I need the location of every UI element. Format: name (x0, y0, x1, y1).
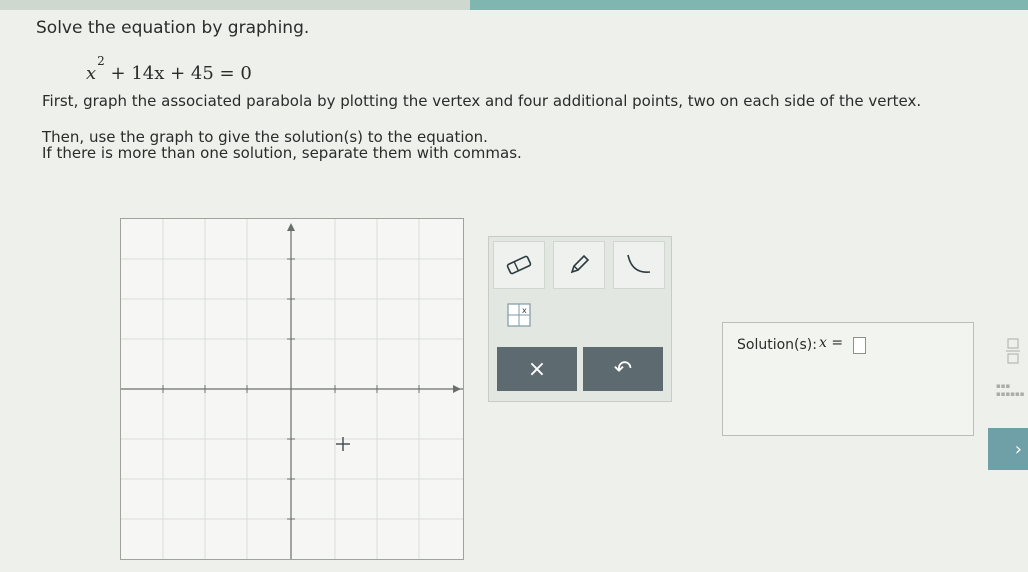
graph-area[interactable] (120, 218, 464, 560)
parabola-tool-button[interactable] (613, 241, 665, 289)
function-table-icon (506, 302, 532, 328)
equation-exponent: 2 (97, 54, 105, 68)
x-axis-arrow (453, 385, 461, 393)
eraser-icon (505, 255, 533, 275)
side-faded-text: ▪▪▪ ▪▪▪▪▪▪ (996, 382, 1025, 398)
solution-label: Solution(s): (737, 337, 817, 353)
clear-button[interactable]: × (497, 347, 577, 391)
pencil-icon (567, 253, 591, 277)
eraser-tool-button[interactable] (493, 241, 545, 289)
instruction-line-3: If there is more than one solution, separate them with commas. (42, 144, 522, 162)
question-panel (0, 10, 1028, 572)
y-axis-arrow (287, 223, 295, 231)
pencil-tool-button[interactable] (553, 241, 605, 289)
function-tool-button[interactable] (493, 291, 545, 339)
next-tab-button[interactable]: › (988, 428, 1028, 470)
question-title: Solve the equation by graphing. (36, 18, 310, 38)
fraction-icon[interactable] (1006, 338, 1020, 364)
instruction-line-1: First, graph the associated parabola by plotting the vertex and four additional points, two on each side of the vertex. (42, 92, 922, 110)
equation (86, 54, 252, 84)
parabola-tool-icon (624, 252, 654, 278)
graph-tool-panel (488, 236, 672, 402)
undo-button[interactable]: ↶ (583, 347, 663, 391)
solution-input[interactable] (853, 337, 866, 354)
svg-text:x: x (522, 306, 527, 315)
instruction-line-2: Then, use the graph to give the solution(s) to the equation. (42, 128, 488, 146)
solution-variable: x = (819, 335, 844, 351)
solution-box (722, 322, 974, 436)
equation-variable: x (86, 63, 97, 84)
equation-rest: + 14x + 45 = 0 (110, 63, 252, 84)
